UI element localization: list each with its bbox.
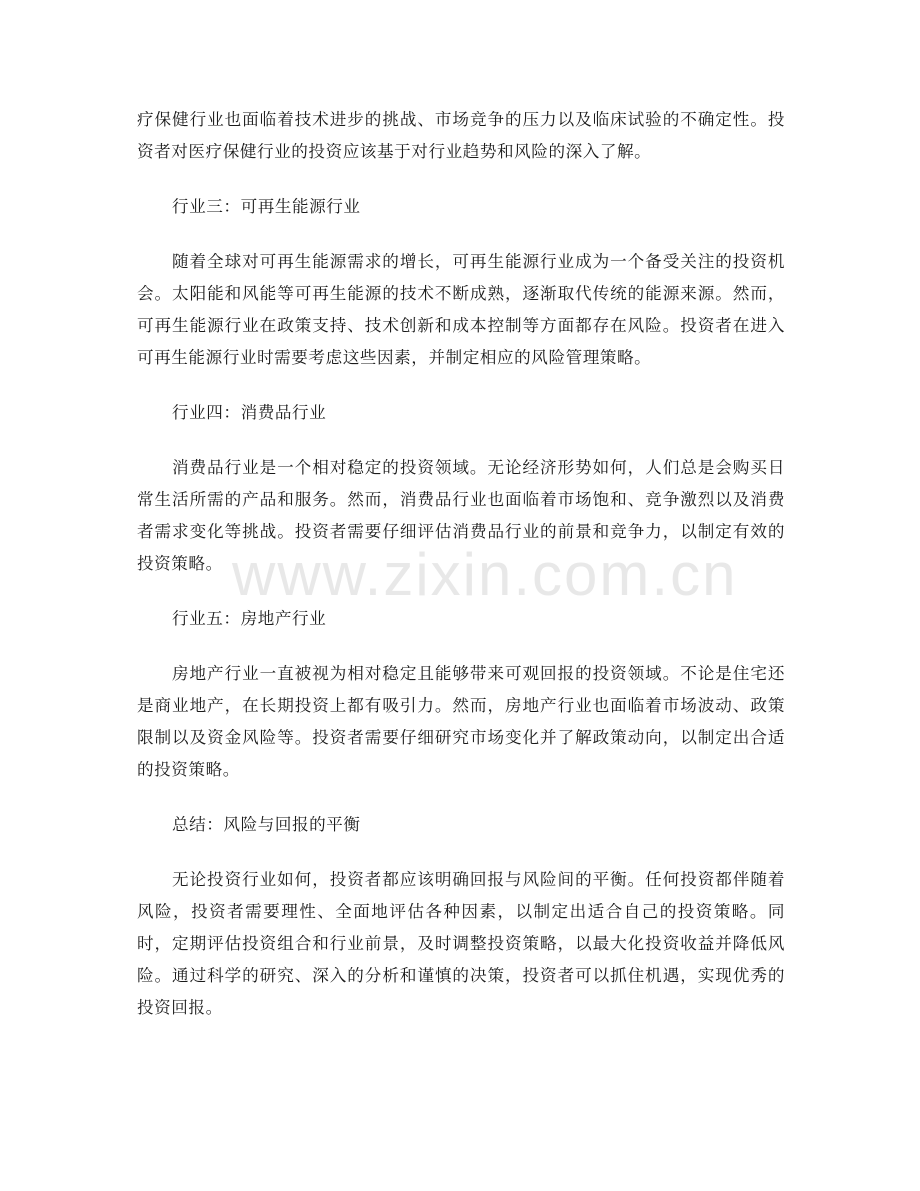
paragraph-summary: 无论投资行业如何，投资者都应该明确回报与风险间的平衡。任何投资都伴随着风险，投资者需要理性、全面地评估各种因素，以制定出适合自己的投资策略。同时，定期评估投资组合和行业前景，及时调整投资策略，以最大化投资收益并降低风险。通过科学的研究、深入的分析和谨慎的决策，投资者可以抓住机遇，实现优秀的投资回报。	[137, 870, 785, 1017]
paragraph-renewable-energy: 随着全球对可再生能源需求的增长，可再生能源行业成为一个备受关注的投资机会。太阳能和风能等可再生能源的技术不断成熟，逐渐取代传统的能源来源。然而，可再生能源行业在政策支持、技术创新和成本控制等方面都存在风险。投资者在进入可再生能源行业时需要考虑这些因素，并制定相应的风险管理策略。	[137, 252, 785, 367]
section-heading-summary: 总结：风险与回报的平衡	[172, 815, 361, 834]
section-heading-consumer-goods: 行业四：消费品行业	[172, 403, 327, 422]
paragraph-healthcare-continued: 疗保健行业也面临着技术进步的挑战、市场竞争的压力以及临床试验的不确定性。投资者对医疗保健行业的投资应该基于对行业趋势和风险的深入了解。	[137, 110, 785, 161]
site-watermark: www.zixin.com.cn	[232, 541, 738, 608]
section-heading-renewable-energy: 行业三：可再生能源行业	[172, 197, 361, 216]
paragraph-consumer-goods: 消费品行业是一个相对稳定的投资领域。无论经济形势如何，人们总是会购买日常生活所需的产品和服务。然而，消费品行业也面临着市场饱和、竞争激烈以及消费者需求变化等挑战。投资者需要仔细评估消费品行业的前景和竞争力，以制定有效的投资策略。	[137, 458, 785, 573]
paragraph-real-estate: 房地产行业一直被视为相对稳定且能够带来可观回报的投资领域。不论是住宅还是商业地产，在长期投资上都有吸引力。然而，房地产行业也面临着市场波动、政策限制以及资金风险等。投资者需要仔细研究市场变化并了解政策动向，以制定出合适的投资策略。	[137, 664, 785, 779]
section-heading-real-estate: 行业五：房地产行业	[172, 609, 327, 628]
